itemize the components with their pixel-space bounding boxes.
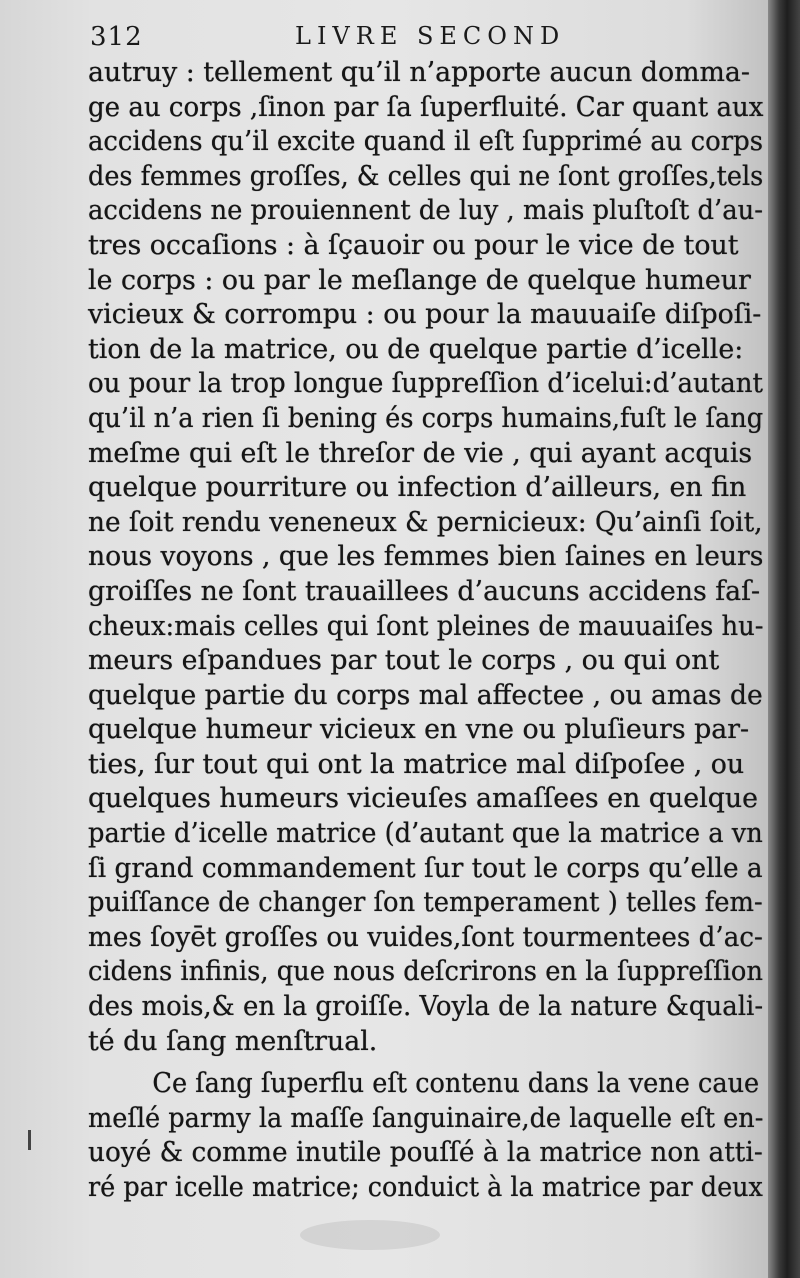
- text-line: qu’il n’a rien ſi bening és corps humains,fuſt le ſang: [88, 402, 764, 434]
- text-line: ré par icelle matrice; conduict à la matrice par deux: [88, 1172, 763, 1203]
- text-line: des femmes groſſes, & celles qui ne ſont groſſes,tels: [88, 160, 764, 192]
- running-title: LIVRE SECOND: [295, 22, 566, 50]
- text-line: ne ſoit rendu veneneux & pernicieux: Qu’ainſi ſoit,: [88, 506, 763, 538]
- text-line: meſlé parmy la maſſe ſanguinaire,de laquelle eſt en-: [88, 1102, 764, 1134]
- text-line: tion de la matrice, ou de quelque partie d’icelle:: [88, 333, 744, 365]
- page-number: 312: [90, 22, 143, 52]
- text-line: groiſſes ne ſont trauaillees d’aucuns accidens faſ-: [88, 575, 761, 607]
- text-line: té du ſang menſtrual.: [88, 1025, 378, 1057]
- text-line: partie d’icelle matrice (d’autant que la matrice a vn: [88, 818, 763, 850]
- book-gutter: [768, 0, 800, 1278]
- paragraph-gap: [88, 1059, 768, 1067]
- paragraph-2: [88, 1067, 768, 1205]
- text-line: nous voyons , que les femmes bien ſaines en leurs: [88, 541, 764, 573]
- text-line: Ce ſang ſuperflu eſt contenu dans la vene caue: [152, 1068, 760, 1100]
- margin-mark: [28, 1130, 31, 1150]
- text-line: autruy : tellement qu’il n’apporte aucun domma-: [88, 57, 750, 88]
- text-line: ge au corps ,ſinon par ſa ſuperfluité. Car quant aux: [88, 91, 764, 123]
- running-head: [90, 18, 610, 54]
- body-text: [88, 56, 768, 1206]
- text-line: cheux:mais celles qui ſont pleines de mauuaiſes hu-: [88, 610, 764, 642]
- text-line: le corps : ou par le meſlange de quelque humeur: [88, 264, 751, 296]
- text-line: mes ſoyēt groſſes ou vuides,ſont tourmentees d’ac-: [88, 921, 763, 953]
- text-line: des mois,& en la groiſſe. Voyla de la nature &quali-: [88, 991, 764, 1023]
- text-line: quelques humeurs vicieuſes amaſſees en quelque: [88, 783, 758, 815]
- text-line: ou pour la trop longue ſuppreſſion d’icelui:d’autant: [88, 368, 763, 400]
- text-line: accidens qu’il excite quand il eſt ſupprimé au corps: [88, 126, 763, 158]
- text-line: ties, ſur tout qui ont la matrice mal diſpoſee , ou: [88, 748, 745, 780]
- text-line: meſme qui eſt le threſor de vie , qui ayant acquis: [88, 437, 753, 469]
- text-line: meurs eſpandues par tout le corps , ou qui ont: [88, 645, 720, 677]
- text-line: vicieux & corrompu : ou pour la mauuaiſe diſpoſi-: [88, 299, 762, 331]
- text-line: quelque partie du corps mal affectee , ou amas de: [88, 679, 763, 711]
- paper-stain: [300, 1220, 440, 1250]
- text-line: cidens infinis, que nous deſcrirons en la ſuppreſſion: [88, 956, 763, 988]
- text-line: puiſſance de changer ſon temperament ) telles fem-: [88, 887, 763, 919]
- text-line: quelque pourriture ou infection d’ailleurs, en fin: [88, 472, 747, 504]
- text-line: quelque humeur vicieux en vne ou pluſieurs par-: [88, 714, 750, 746]
- text-line: uoyé & comme inutile pouſſé à la matrice non atti-: [88, 1137, 763, 1169]
- paragraph-1: [88, 56, 768, 1059]
- text-line: accidens ne prouiennent de luy , mais pluſtoſt d’au-: [88, 195, 764, 227]
- text-line: ſi grand commandement ſur tout le corps qu’elle a: [88, 852, 763, 884]
- text-line: tres occaſions : à ſçauoir ou pour le vice de tout: [88, 229, 739, 261]
